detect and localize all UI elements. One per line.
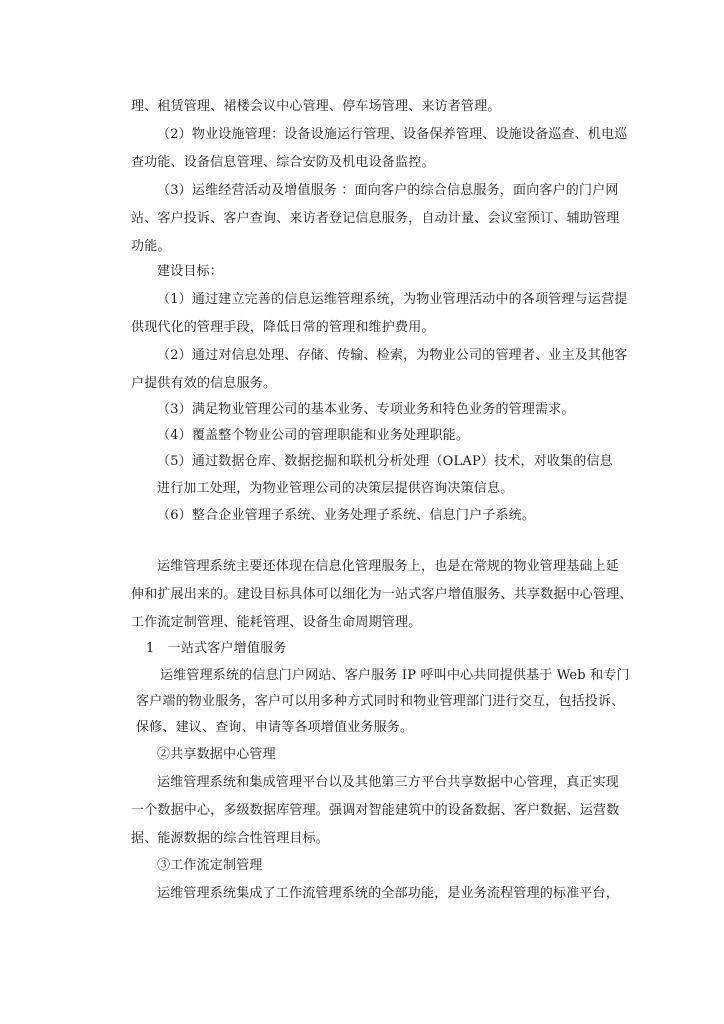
text-line: 进行加工处理，为物业管理公司的决策层提供咨询决策信息。 bbox=[157, 481, 514, 496]
text-line: （3）满足物业管理公司的基本业务、专项业务和特色业务的管理需求。 bbox=[157, 402, 575, 417]
text-line: 运维管理系统集成了工作流管理系统的全部功能，是业务流程管理的标准平台， bbox=[157, 886, 620, 901]
text-line: 工作流定制管理、能耗管理、设备生命周期管理。 bbox=[131, 615, 422, 630]
text-line: 站、客户投诉、客户查询、来访者登记信息服务，自动计量、会议室预订、辅助管理 bbox=[131, 211, 620, 226]
section-heading: ③工作流定制管理 bbox=[157, 858, 263, 873]
text-line: 伸和扩展出来的。建设目标具体可以细化为一站式客户增值服务、共享数据中心管理、 bbox=[131, 587, 633, 602]
text-line: 建设目标： bbox=[157, 264, 224, 279]
text-line: 据、能源数据的综合性管理目标。 bbox=[131, 831, 330, 846]
text-line: 运维管理系统的信息门户网站、客户服务 IP 呼叫中心共同提供基于 Web 和专门 bbox=[160, 668, 630, 683]
text-line: 供现代化的管理手段，降低日常的管理和维护费用。 bbox=[131, 320, 435, 335]
text-line: 运维管理系统和集成管理平台以及其他第三方平台共享数据中心管理，真正实现 bbox=[157, 775, 620, 790]
text-line: 一个数据中心，多级数据库管理。强调对智能建筑中的设备数据、客户数据、运营数 bbox=[131, 803, 620, 818]
text-line: 保修、建议、查询、申请等各项增值业务服务。 bbox=[136, 720, 414, 735]
text-line: 户提供有效的信息服务。 bbox=[131, 376, 277, 391]
text-line: 运维管理系统主要还体现在信息化管理服务上，也是在常规的物业管理基础上延 bbox=[157, 559, 620, 574]
text-line: （6）整合企业管理子系统、业务处理子系统、信息门户子系统。 bbox=[157, 508, 536, 523]
text-line: （4）覆盖整个物业公司的管理职能和业务处理职能。 bbox=[157, 428, 470, 443]
text-line: （2）物业设施管理：设备设施运行管理、设备保养管理、设施设备巡查、机电巡 bbox=[157, 127, 628, 142]
text-line: （2）通过对信息处理、存储、传输、检索，为物业公司的管理者、业主及其他客 bbox=[157, 348, 628, 363]
text-line: （5）通过数据仓库、数据挖掘和联机分析处理（OLAP）技术，对收集的信息 bbox=[157, 454, 613, 469]
text-line: 理、租赁管理、裙楼会议中心管理、停车场管理、来访者管理。 bbox=[131, 99, 501, 114]
section-heading: ②共享数据中心管理 bbox=[157, 747, 276, 762]
text-line: （3）运维经营活动及增值服务 ：面向客户的综合信息服务，面向客户的门户网 bbox=[157, 183, 619, 198]
text-line: 客户端的物业服务，客户可以用多种方式同时和物业管理部门进行交互，包括投诉、 bbox=[136, 694, 625, 709]
text-line: 查功能、设备信息管理、综合安防及机电设备监控。 bbox=[131, 155, 435, 170]
text-line: 功能。 bbox=[131, 239, 171, 254]
section-heading: 1 一站式客户增值服务 bbox=[146, 641, 287, 656]
text-line: （1）通过建立完善的信息运维管理系统，为物业管理活动中的各项管理与运营提 bbox=[157, 292, 628, 307]
